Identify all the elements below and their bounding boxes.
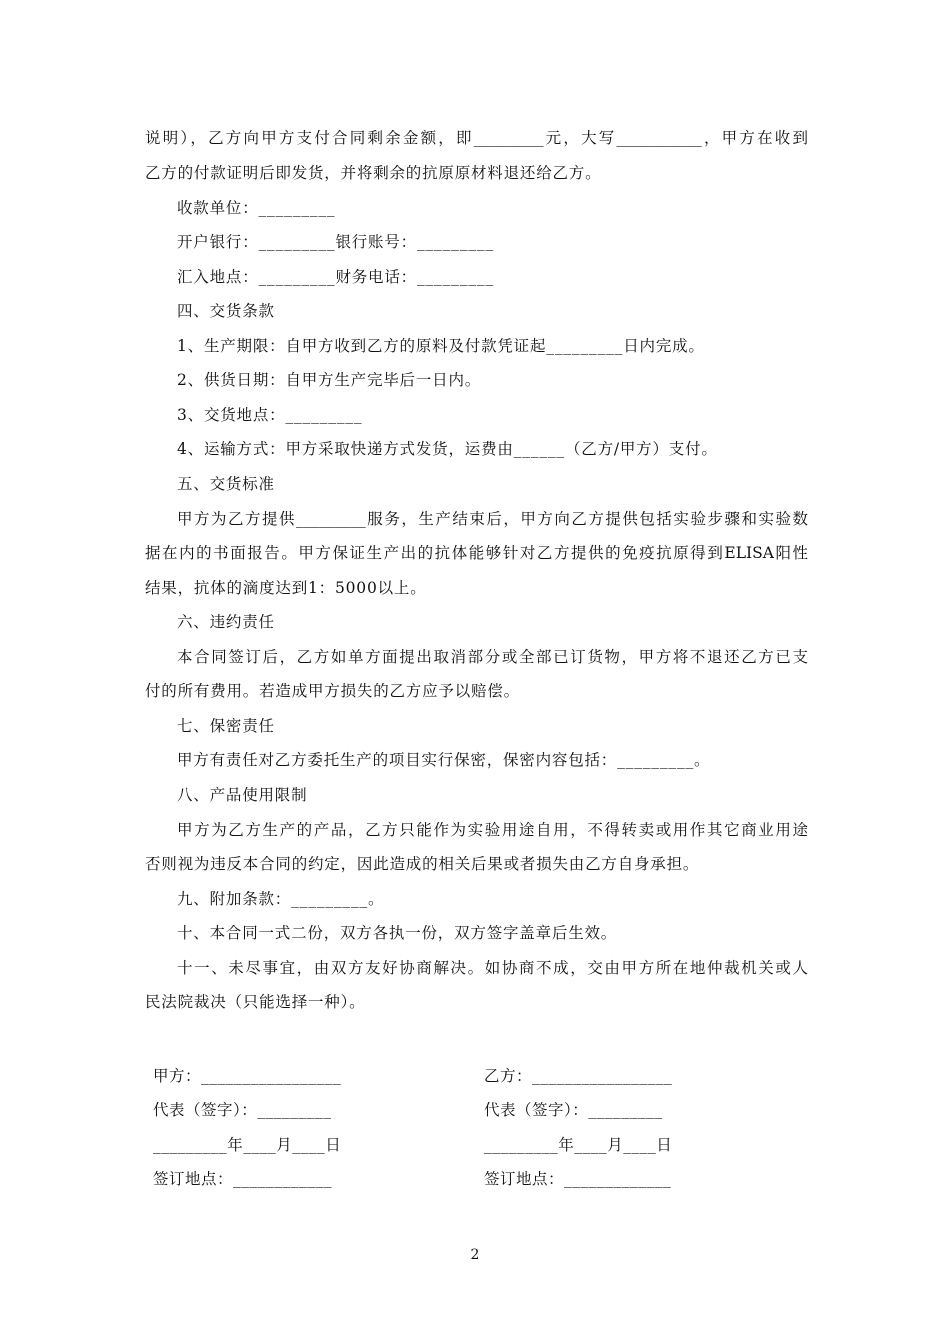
paragraph-line: 乙方的付款证明后即发货，并将剩余的抗原原材料退还给乙方。 [145,164,602,182]
section-heading: 六、违约责任 [177,613,275,631]
page-number: 2 [470,1247,480,1263]
bank-line: 开户银行：_________银行账号：_________ [177,233,494,251]
party-b-place-line: 签订地点：_____________ [484,1170,672,1188]
party-a-date-line: _________年____月____日 [153,1136,342,1154]
party-a-rep-line: 代表（签字）：_________ [153,1101,332,1119]
clause-line: 1、生产期限：自甲方收到乙方的原料及付款凭证起_________日内完成。 [177,337,705,355]
section-heading: 五、交货标准 [177,475,275,493]
section-heading: 九、附加条款：_________。 [177,890,385,908]
clause-line: 4、运输方式：甲方采取快递方式发货，运费由______（乙方/甲方）支付。 [177,440,718,458]
party-a-name-line: 甲方：_________________ [153,1067,342,1085]
paragraph-line: 十一、未尽事宜，由双方友好协商解决。如协商不成，交由甲方所在地仲裁机关或人 [177,959,808,977]
remit-line: 汇入地点：_________财务电话：_________ [177,268,494,286]
paragraph-line: 据在内的书面报告。甲方保证生产出的抗体能够针对乙方提供的免疫抗原得到ELISA阳性 [145,544,808,562]
party-b-name-line: 乙方：_________________ [484,1067,673,1085]
section-heading: 四、交货条款 [177,302,275,320]
party-b-date-line: _________年____月____日 [484,1136,673,1154]
paragraph-line: 说明），乙方向甲方支付合同剩余金额，即_________元，大写___________，甲方在收到 [145,129,808,147]
section-heading: 十、本合同一式二份，双方各执一份，双方签字盖章后生效。 [177,924,618,942]
paragraph-line: 甲方有责任对乙方委托生产的项目实行保密，保密内容包括：_________。 [177,751,711,769]
section-heading: 七、保密责任 [177,717,275,735]
paragraph-line: 甲方为乙方提供_________服务，生产结束后，甲方向乙方提供包括实验步骤和实验数 [177,510,808,528]
paragraph-line: 民法院裁决（只能选择一种）。 [145,993,366,1011]
paragraph-line: 本合同签订后，乙方如单方面提出取消部分或全部已订货物，甲方将不退还乙方已支 [177,648,808,666]
party-a-place-line: 签订地点：____________ [153,1170,333,1188]
payee-line: 收款单位：_________ [177,199,336,217]
clause-line: 3、交货地点：_________ [177,406,363,424]
paragraph-line: 甲方为乙方生产的产品，乙方只能作为实验用途自用，不得转卖或用作其它商业用途 [177,821,808,839]
paragraph-line: 结果，抗体的滴度达到1：5000以上。 [145,579,427,597]
party-b-rep-line: 代表（签字）：_________ [484,1101,663,1119]
section-heading: 八、产品使用限制 [177,786,308,804]
paragraph-line: 否则视为违反本合同的约定，因此造成的相关后果或者损失由乙方自身承担。 [145,855,700,873]
clause-line: 2、供货日期：自甲方生产完毕后一日内。 [177,371,482,389]
paragraph-line: 付的所有费用。若造成甲方损失的乙方应予以赔偿。 [145,682,520,700]
